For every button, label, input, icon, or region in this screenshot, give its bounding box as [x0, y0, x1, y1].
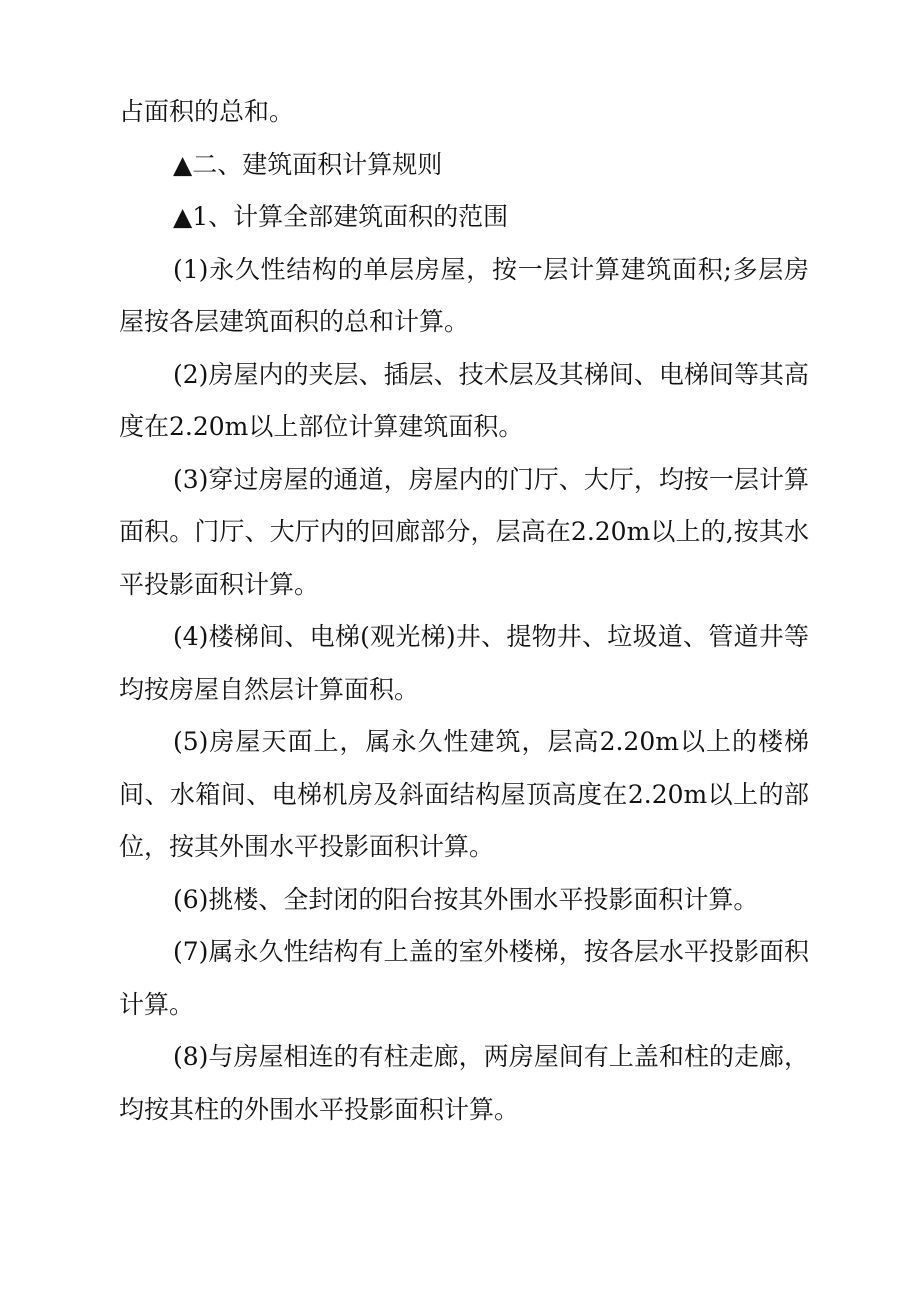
rule-item-3: (3)穿过房屋的通道，房屋内的门厅、大厅，均按一层计算面积。门厅、大厅内的回廊部分，层高在2.20m以上的,按其水平投影面积计算。	[119, 464, 809, 599]
rule-item-1: (1)永久性结构的单层房屋，按一层计算建筑面积;多层房屋按各层建筑面积的总和计算。	[119, 254, 809, 336]
paragraph-continuation: 占面积的总和。	[119, 97, 295, 126]
rule-item-5: (5)房屋天面上，属永久性建筑，层高2.20m以上的楼梯间、水箱间、电梯机房及斜面结构屋顶高度在2.20m以上的部位，按其外围水平投影面积计算。	[119, 727, 809, 861]
rule-item-2: (2)房屋内的夹层、插层、技术层及其梯间、电梯间等其高度在2.20m以上部位计算建筑面积。	[119, 359, 809, 441]
subsection-heading: ▲1、计算全部建筑面积的范围	[173, 202, 509, 231]
rule-item-8: (8)与房屋相连的有柱走廊，两房屋间有上盖和柱的走廊，均按其柱的外围水平投影面积计算。	[119, 1042, 809, 1124]
document-body	[119, 86, 809, 1136]
rule-item-4: (4)楼梯间、电梯(观光梯)井、提物井、垃圾道、管道井等均按房屋自然层计算面积。	[119, 622, 809, 704]
section-heading: ▲二、建筑面积计算规则	[173, 149, 443, 179]
rule-item-6: (6)挑楼、全封闭的阳台按其外围水平投影面积计算。	[173, 884, 759, 914]
rule-item-7: (7)属永久性结构有上盖的室外楼梯，按各层水平投影面积计算。	[119, 937, 809, 1019]
